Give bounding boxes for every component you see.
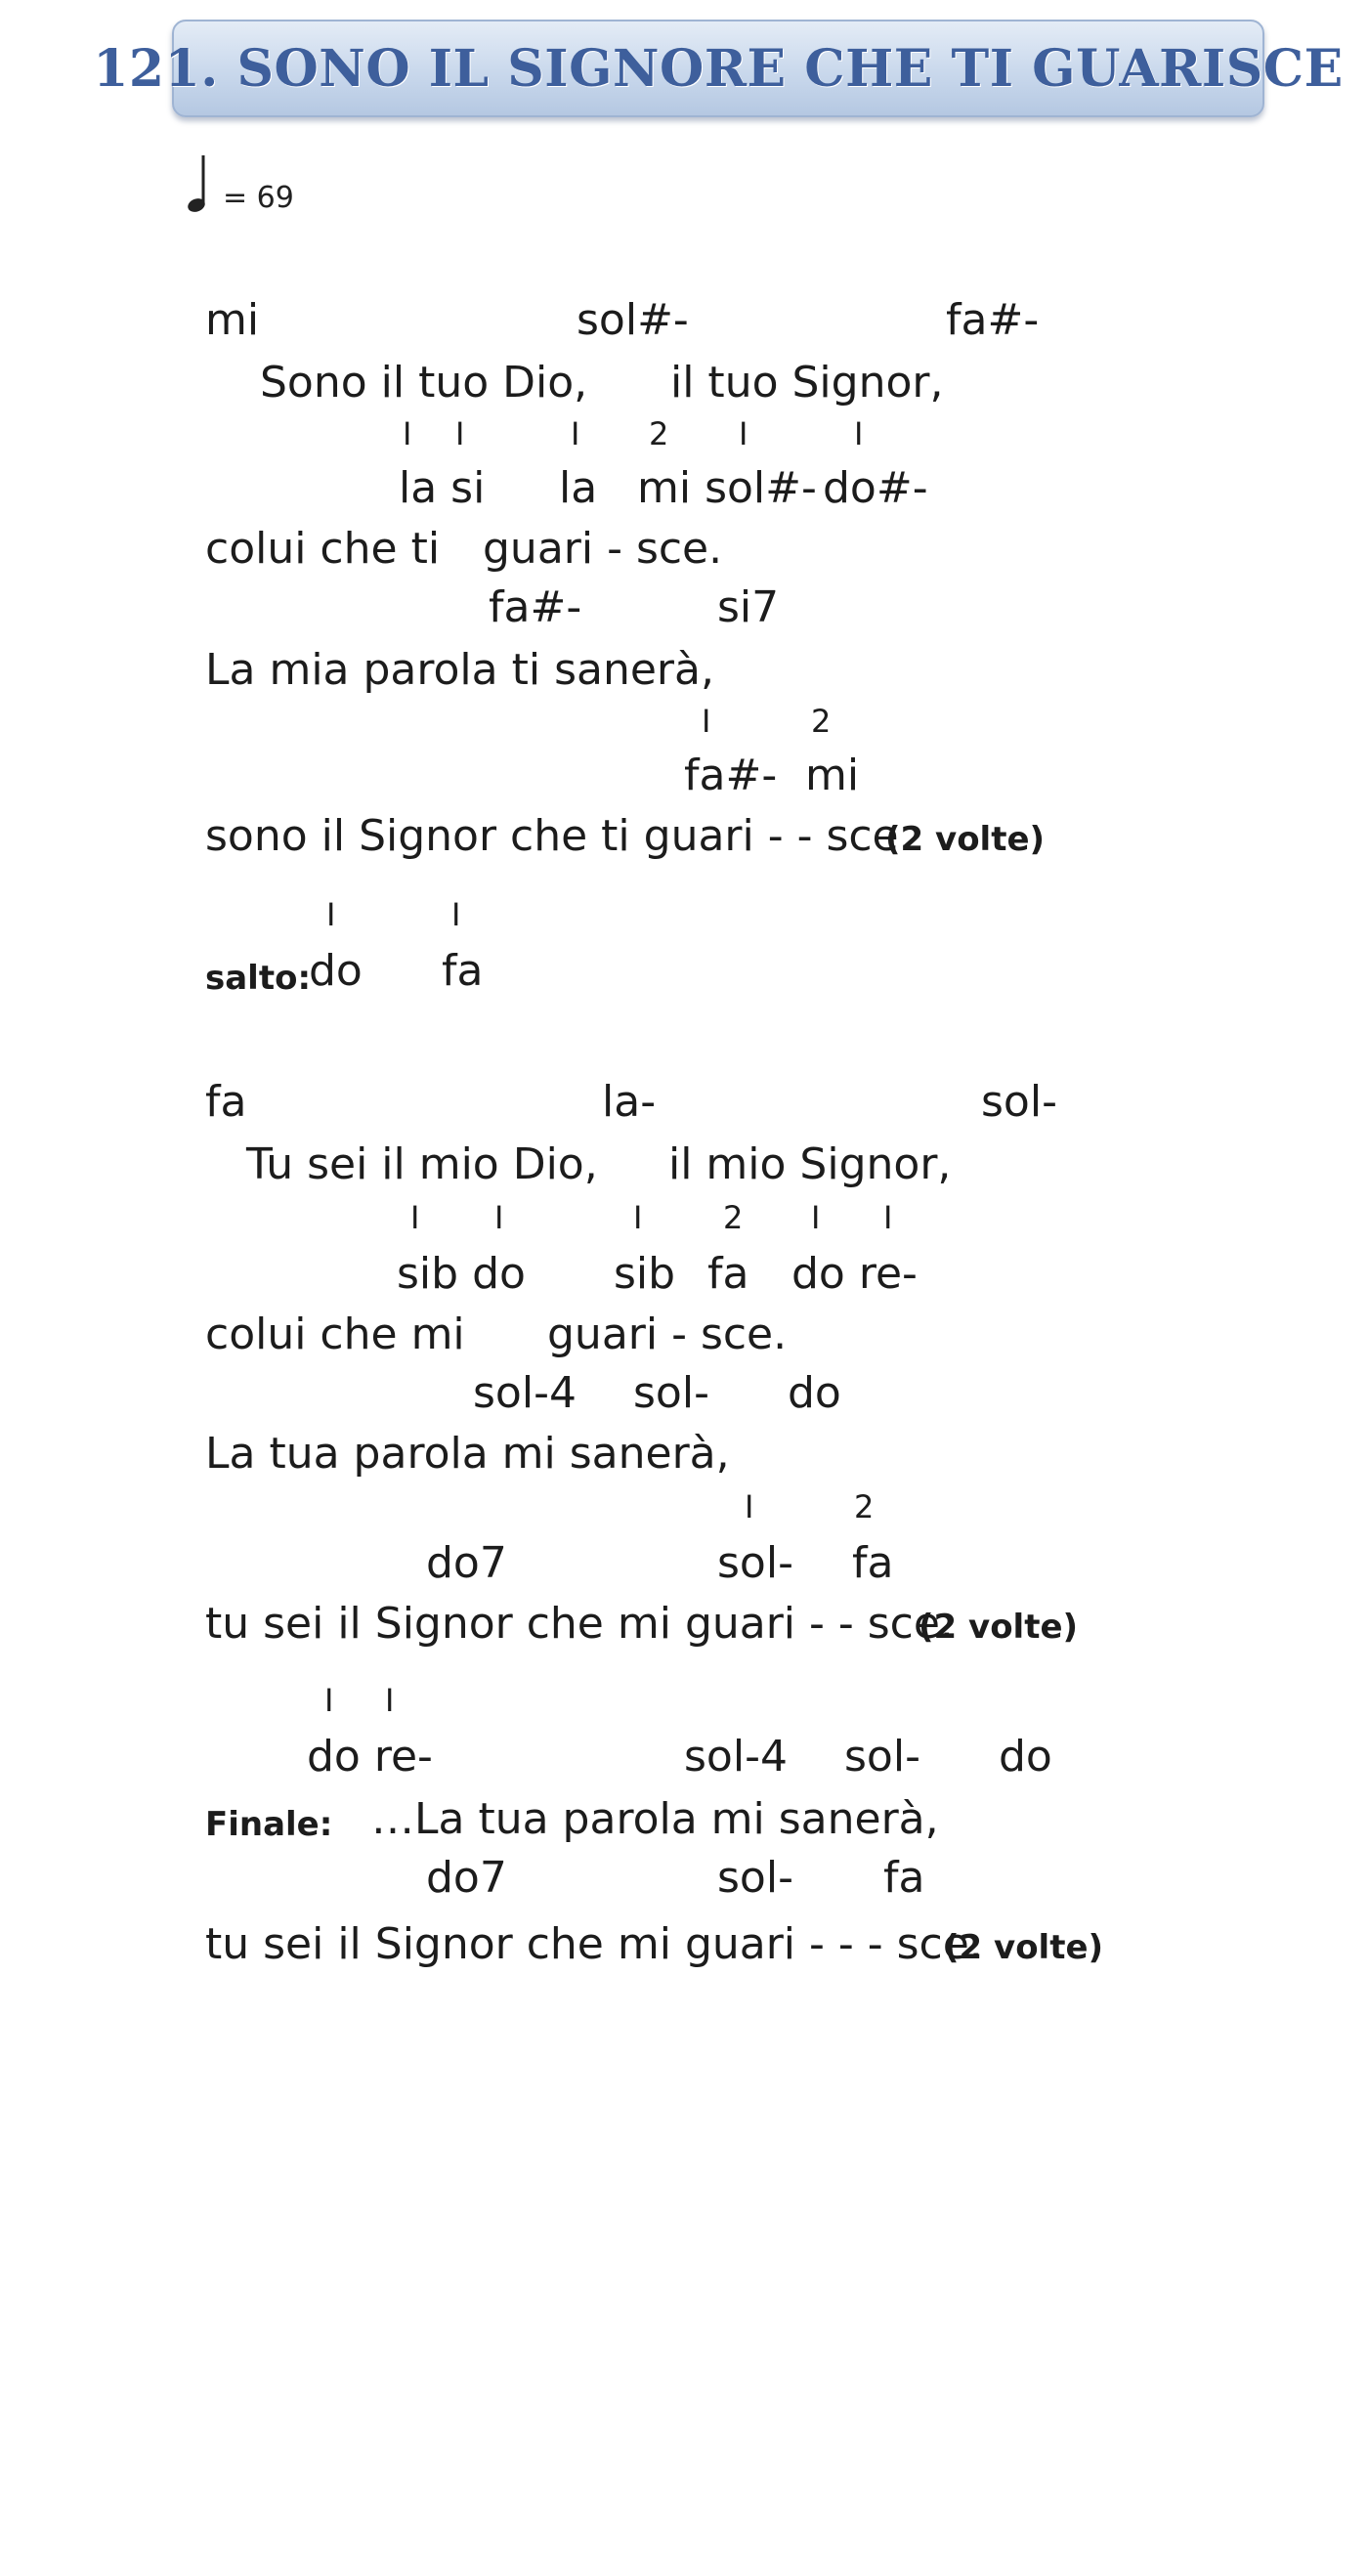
chord: do#-: [823, 463, 928, 513]
lyric-line: guari - sce.: [547, 1309, 788, 1359]
lyric-line: La tua parola mi sanerà,: [205, 1429, 730, 1479]
repeat-note: (2 volte): [885, 820, 1046, 859]
lyric-line: Sono il tuo Dio,: [260, 358, 588, 408]
chord: fa: [442, 946, 484, 996]
chord: sol-: [981, 1077, 1057, 1127]
chord: sol-4: [473, 1368, 577, 1418]
chord: si7: [717, 582, 780, 632]
chord: sol-: [717, 1853, 793, 1903]
chord: sib do: [397, 1249, 526, 1299]
beat-mark: I: [410, 1199, 420, 1236]
chord: sol-: [844, 1732, 920, 1782]
beat-mark: 2: [854, 1488, 875, 1525]
beat-mark: I: [385, 1682, 395, 1719]
beat-mark: 2: [811, 703, 832, 740]
chord: sol#-: [577, 295, 689, 345]
beat-mark: 2: [649, 415, 669, 452]
chord: sol-4: [684, 1732, 788, 1782]
beat-mark: I: [571, 415, 580, 452]
chord: fa#-: [489, 582, 582, 632]
chord: sol-: [717, 1538, 793, 1588]
chord: do re-: [307, 1732, 433, 1782]
lyric-line: guari - sce.: [483, 524, 723, 574]
beat-mark: I: [883, 1199, 893, 1236]
beat-mark: I: [324, 1682, 334, 1719]
repeat-note: (2 volte): [919, 1608, 1079, 1647]
lyric-line: tu sei il Signor che mi guari - - - sce.: [205, 1919, 983, 1969]
lyric-line: …La tua parola mi sanerà,: [371, 1794, 939, 1844]
beat-mark: I: [811, 1199, 821, 1236]
lyric-line: tu sei il Signor che mi guari - - sce.: [205, 1599, 954, 1649]
chord: fa: [707, 1249, 749, 1299]
chord: do: [309, 946, 363, 996]
beat-mark: I: [702, 703, 711, 740]
chord: fa#-: [684, 751, 778, 800]
lyric-line: colui che mi: [205, 1309, 465, 1359]
title-banner: [93, 20, 1344, 117]
chord: fa: [852, 1538, 894, 1588]
beat-mark: I: [633, 1199, 643, 1236]
chord: do re-: [791, 1249, 918, 1299]
chord: fa#-: [946, 295, 1040, 345]
beat-mark: I: [403, 415, 412, 452]
song-title: 121. SONO IL SIGNORE CHE TI GUARISCE: [93, 38, 1344, 99]
chord: do: [788, 1368, 841, 1418]
lyric-line: colui che ti: [205, 524, 441, 574]
lyric-line: sono il Signor che ti guari - - sce.: [205, 811, 913, 861]
beat-mark: I: [745, 1488, 754, 1525]
chord: la si: [399, 463, 486, 513]
finale-label: Finale:: [205, 1805, 333, 1844]
lyric-line: il mio Signor,: [668, 1139, 952, 1189]
chord: la: [559, 463, 598, 513]
lyric-line: La mia parola ti sanerà,: [205, 645, 714, 695]
chord: do: [999, 1732, 1052, 1782]
beat-mark: I: [455, 415, 465, 452]
beat-mark: I: [326, 896, 336, 933]
beat-mark: I: [854, 415, 864, 452]
tempo-value: = 69: [223, 181, 294, 215]
quarter-note-icon: [186, 151, 221, 220]
repeat-note: (2 volte): [944, 1928, 1104, 1967]
chord: do7: [426, 1538, 507, 1588]
beat-mark: I: [494, 1199, 504, 1236]
chord: la-: [602, 1077, 657, 1127]
beat-mark: I: [739, 415, 748, 452]
beat-mark: I: [451, 896, 461, 933]
chord: sol-: [633, 1368, 709, 1418]
salto-label: salto:: [205, 959, 312, 998]
chord: mi: [805, 751, 860, 800]
lyric-line: Tu sei il mio Dio,: [246, 1139, 598, 1189]
chord: mi sol#-: [637, 463, 817, 513]
chord: mi: [205, 295, 260, 345]
lyric-line: il tuo Signor,: [670, 358, 944, 408]
chord: sib: [614, 1249, 676, 1299]
beat-mark: 2: [723, 1199, 744, 1236]
chord: fa: [205, 1077, 247, 1127]
chord: fa: [883, 1853, 925, 1903]
chord: do7: [426, 1853, 507, 1903]
